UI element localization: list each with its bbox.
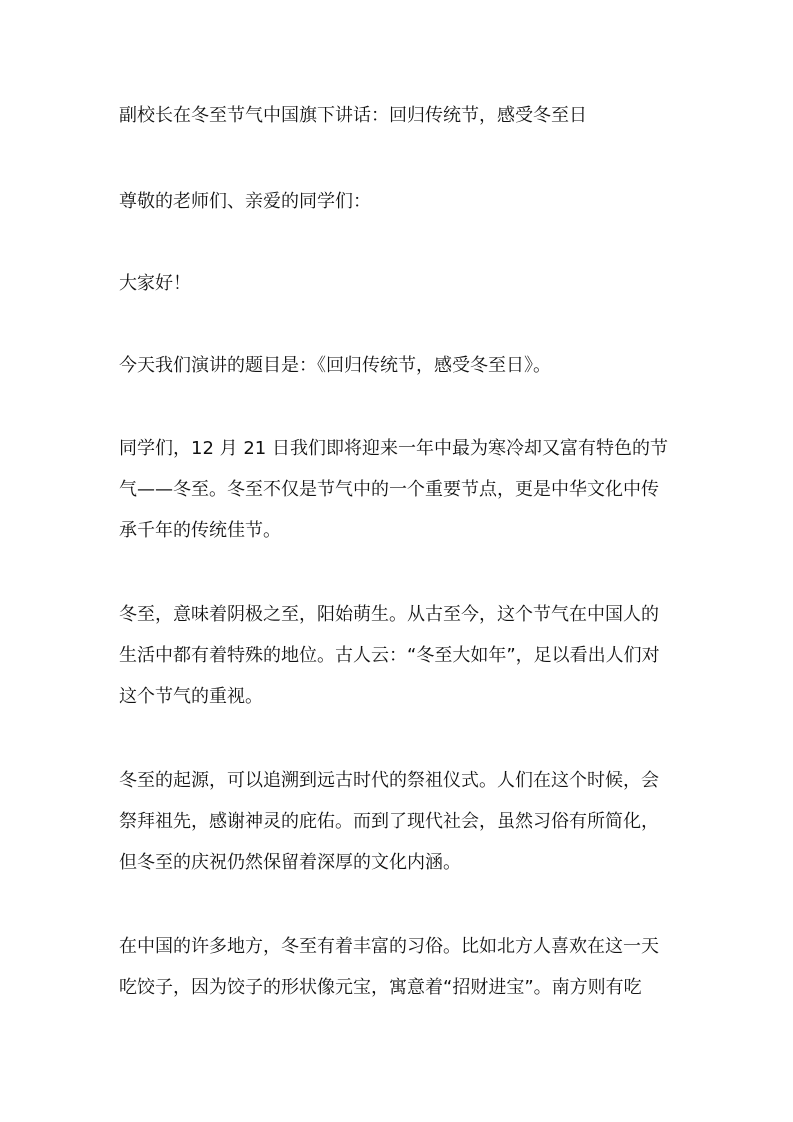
paragraph-line: 同学们，12 月 21 日我们即将迎来一年中最为寒冷却又富有特色的节 (119, 438, 668, 459)
paragraph-line: 吃饺子，因为饺子的形状像元宝，寓意着“招财进宝”。南方则有吃 (119, 977, 642, 998)
paragraph-line: 气——冬至。冬至不仅是节气中的一个重要节点，更是中华文化中传 (119, 479, 659, 500)
paragraph-line: 生活中都有着特殊的地位。古人云：“冬至大如年”，足以看出人们对 (119, 645, 660, 666)
greeting: 大家好！ (119, 273, 191, 294)
paragraph-line: 冬至，意味着阴极之至，阳始萌生。从古至今，这个节气在中国人的 (119, 604, 659, 625)
paragraph-line: 今天我们演讲的题目是：《回归传统节，感受冬至日》。 (119, 355, 551, 376)
paragraph-line: 在中国的许多地方，冬至有着丰富的习俗。比如北方人喜欢在这一天 (119, 936, 659, 957)
paragraph-line: 但冬至的庆祝仍然保留着深厚的文化内涵。 (119, 852, 461, 873)
paragraph-line: 祭拜祖先，感谢神灵的庇佑。而到了现代社会，虽然习俗有所简化， (119, 811, 659, 832)
paragraph-line: 冬至的起源，可以追溯到远古时代的祭祖仪式。人们在这个时候，会 (119, 770, 659, 791)
paragraph-line: 这个节气的重视。 (119, 686, 263, 707)
document-title: 副校长在冬至节气中国旗下讲话：回归传统节，感受冬至日 (119, 105, 587, 126)
salutation: 尊敬的老师们、亲爱的同学们： (119, 191, 371, 212)
paragraph-line: 承千年的传统佳节。 (119, 520, 281, 541)
